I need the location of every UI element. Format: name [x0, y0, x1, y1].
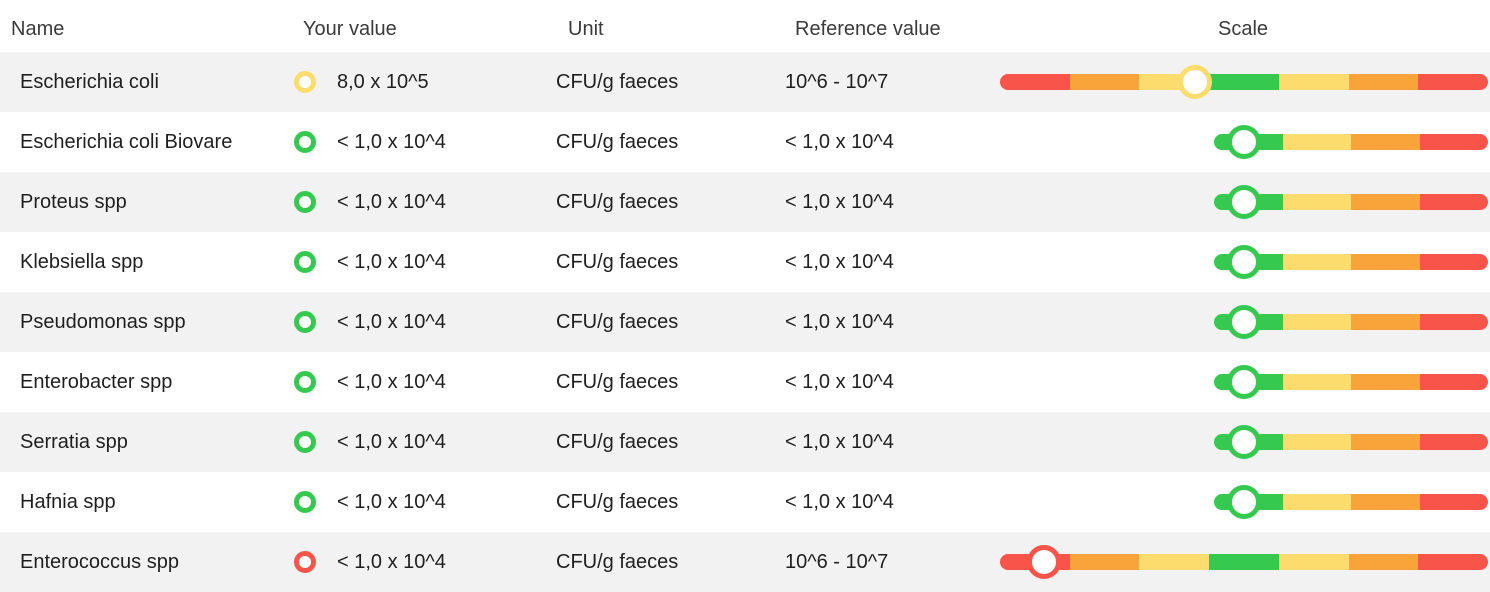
- scale-segment: [1420, 254, 1489, 270]
- scale-segment: [1283, 434, 1352, 450]
- scale-bar: [1214, 134, 1488, 150]
- scale-marker-icon: [1227, 305, 1261, 339]
- scale-segment: [1420, 194, 1489, 210]
- reference-value: < 1,0 x 10^4: [785, 491, 894, 513]
- scale-segment: [1349, 74, 1419, 90]
- scale-segment: [1283, 314, 1352, 330]
- scale-segment: [1279, 74, 1349, 90]
- header-scale: Scale: [1218, 18, 1269, 40]
- table-row: [0, 532, 1490, 592]
- reference-value: 10^6 - 10^7: [785, 71, 889, 93]
- scale-segment: [1283, 194, 1352, 210]
- analyte-name: Proteus spp: [20, 191, 127, 213]
- result-value: < 1,0 x 10^4: [337, 491, 446, 513]
- scale-segment: [1283, 494, 1352, 510]
- status-indicator-icon: [294, 251, 316, 273]
- scale-segment: [1283, 254, 1352, 270]
- table-row: [0, 412, 1490, 472]
- status-indicator-icon: [294, 191, 316, 213]
- header-name: Name: [11, 18, 65, 40]
- scale-segment: [1351, 374, 1420, 390]
- table-row: [0, 172, 1490, 232]
- status-indicator-icon: [294, 71, 316, 93]
- scale-bar: [1000, 74, 1488, 90]
- table-row: [0, 232, 1490, 292]
- analyte-name: Klebsiella spp: [20, 251, 144, 273]
- result-value: < 1,0 x 10^4: [337, 371, 446, 393]
- table-row: [0, 472, 1490, 532]
- header-reference: Reference value: [795, 18, 941, 40]
- scale-segment: [1351, 494, 1420, 510]
- scale-segment: [1420, 314, 1489, 330]
- scale-bar: [1214, 434, 1488, 450]
- scale-segment: [1279, 554, 1349, 570]
- table-row: [0, 112, 1490, 172]
- table-body: [0, 52, 1490, 592]
- reference-value: < 1,0 x 10^4: [785, 191, 894, 213]
- scale-segment: [1070, 554, 1140, 570]
- reference-value: < 1,0 x 10^4: [785, 251, 894, 273]
- scale-marker-icon: [1227, 125, 1261, 159]
- scale-bar: [1214, 254, 1488, 270]
- scale-marker-icon: [1227, 485, 1261, 519]
- reference-value: < 1,0 x 10^4: [785, 431, 894, 453]
- scale-segment: [1000, 74, 1070, 90]
- reference-value: < 1,0 x 10^4: [785, 311, 894, 333]
- scale-marker-icon: [1027, 545, 1061, 579]
- table-row: [0, 52, 1490, 112]
- status-indicator-icon: [294, 371, 316, 393]
- scale-marker-icon: [1227, 245, 1261, 279]
- scale-marker-icon: [1178, 65, 1212, 99]
- scale-marker-icon: [1227, 425, 1261, 459]
- scale-segment: [1420, 434, 1489, 450]
- analyte-name: Pseudomonas spp: [20, 311, 186, 333]
- result-unit: CFU/g faeces: [556, 311, 679, 333]
- result-value: < 1,0 x 10^4: [337, 431, 446, 453]
- scale-segment: [1139, 554, 1209, 570]
- reference-value: < 1,0 x 10^4: [785, 371, 894, 393]
- status-indicator-icon: [294, 491, 316, 513]
- scale-segment: [1209, 554, 1279, 570]
- scale-marker-icon: [1227, 365, 1261, 399]
- reference-value: 10^6 - 10^7: [785, 551, 889, 573]
- status-indicator-icon: [294, 131, 316, 153]
- scale-segment: [1351, 254, 1420, 270]
- result-unit: CFU/g faeces: [556, 491, 679, 513]
- result-unit: CFU/g faeces: [556, 131, 679, 153]
- result-value: 8,0 x 10^5: [337, 71, 429, 93]
- scale-segment: [1351, 194, 1420, 210]
- analyte-name: Enterococcus spp: [20, 551, 179, 573]
- result-value: < 1,0 x 10^4: [337, 551, 446, 573]
- status-indicator-icon: [294, 311, 316, 333]
- scale-bar: [1214, 314, 1488, 330]
- status-indicator-icon: [294, 551, 316, 573]
- result-value: < 1,0 x 10^4: [337, 311, 446, 333]
- scale-bar: [1000, 554, 1488, 570]
- result-unit: CFU/g faeces: [556, 251, 679, 273]
- result-unit: CFU/g faeces: [556, 71, 679, 93]
- result-value: < 1,0 x 10^4: [337, 191, 446, 213]
- scale-segment: [1351, 434, 1420, 450]
- scale-marker-icon: [1227, 185, 1261, 219]
- scale-segment: [1070, 74, 1140, 90]
- analyte-name: Hafnia spp: [20, 491, 116, 513]
- scale-segment: [1420, 134, 1489, 150]
- analyte-name: Enterobacter spp: [20, 371, 173, 393]
- result-unit: CFU/g faeces: [556, 371, 679, 393]
- scale-segment: [1418, 554, 1488, 570]
- header-value: Your value: [303, 18, 397, 40]
- result-unit: CFU/g faeces: [556, 191, 679, 213]
- table-row: [0, 352, 1490, 412]
- scale-segment: [1351, 314, 1420, 330]
- table-header: [0, 0, 1490, 52]
- scale-bar: [1214, 374, 1488, 390]
- result-unit: CFU/g faeces: [556, 551, 679, 573]
- reference-value: < 1,0 x 10^4: [785, 131, 894, 153]
- scale-segment: [1418, 74, 1488, 90]
- scale-bar: [1214, 194, 1488, 210]
- scale-segment: [1283, 134, 1352, 150]
- result-unit: CFU/g faeces: [556, 431, 679, 453]
- scale-segment: [1420, 374, 1489, 390]
- analyte-name: Escherichia coli Biovare: [20, 131, 233, 153]
- scale-segment: [1351, 134, 1420, 150]
- result-value: < 1,0 x 10^4: [337, 251, 446, 273]
- analyte-name: Escherichia coli: [20, 71, 159, 93]
- scale-bar: [1214, 494, 1488, 510]
- status-indicator-icon: [294, 431, 316, 453]
- scale-segment: [1209, 74, 1279, 90]
- table-row: [0, 292, 1490, 352]
- analyte-name: Serratia spp: [20, 431, 128, 453]
- scale-segment: [1349, 554, 1419, 570]
- scale-segment: [1283, 374, 1352, 390]
- result-value: < 1,0 x 10^4: [337, 131, 446, 153]
- scale-segment: [1420, 494, 1489, 510]
- header-unit: Unit: [568, 18, 604, 40]
